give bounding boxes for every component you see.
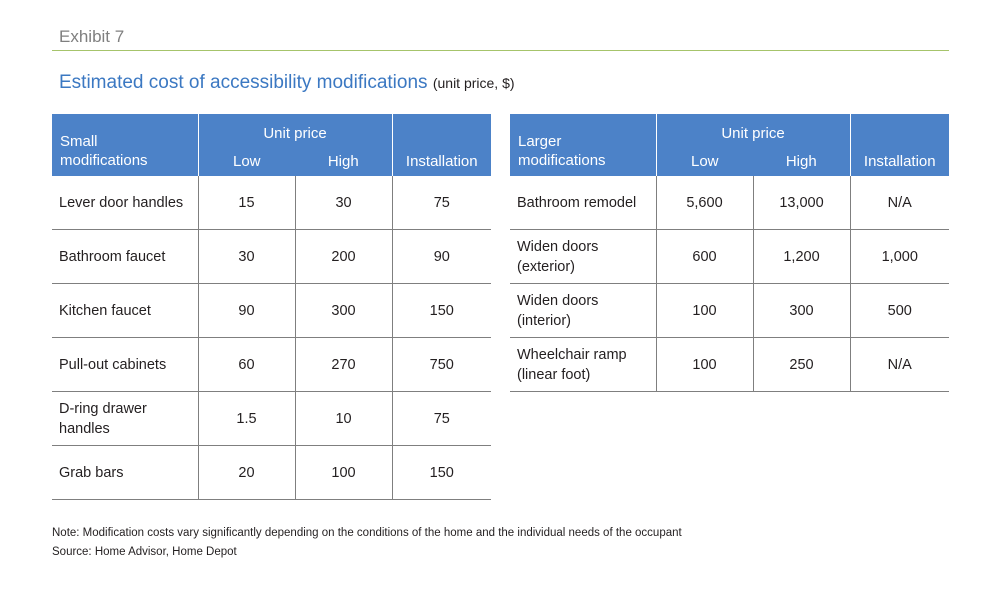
high-header: High bbox=[753, 146, 850, 176]
low-cell: 20 bbox=[198, 446, 295, 500]
installation-cell: 500 bbox=[850, 284, 949, 338]
row-label-line2: (linear foot) bbox=[517, 366, 591, 383]
title-unit: (unit price, $) bbox=[432, 75, 515, 91]
footnote-note: Note: Modification costs vary significantly depending on the conditions of the home and the individual needs of the occupant bbox=[52, 527, 682, 539]
header-divider bbox=[52, 50, 949, 51]
row-label-line1: Bathroom remodel bbox=[517, 194, 637, 211]
low-cell: 60 bbox=[198, 338, 295, 392]
category-header bbox=[52, 114, 198, 176]
high-cell: 200 bbox=[295, 230, 392, 284]
row-label bbox=[510, 284, 656, 338]
low-header: Low bbox=[198, 146, 295, 176]
installation-header: Installation bbox=[392, 114, 491, 176]
row-label-line1: Kitchen faucet bbox=[59, 302, 151, 319]
high-cell: 250 bbox=[753, 338, 850, 392]
installation-cell: 1,000 bbox=[850, 230, 949, 284]
row-label-line1: Pull-out cabinets bbox=[59, 356, 167, 373]
row-label-line1: Wheelchair ramp bbox=[517, 346, 627, 363]
table-row bbox=[510, 338, 949, 392]
high-cell: 300 bbox=[753, 284, 850, 338]
row-label-line1: Widen doors bbox=[517, 292, 599, 309]
exhibit-label: Exhibit 7 bbox=[59, 27, 125, 46]
row-label bbox=[510, 230, 656, 284]
installation-cell: N/A bbox=[850, 176, 949, 230]
installation-cell: 750 bbox=[392, 338, 491, 392]
row-label-line2: (exterior) bbox=[517, 258, 576, 275]
table-row bbox=[52, 446, 491, 500]
installation-cell: 150 bbox=[392, 284, 491, 338]
row-label bbox=[52, 284, 198, 338]
small-modifications-table bbox=[52, 114, 491, 500]
category-header-line1: Small bbox=[60, 133, 98, 150]
high-cell: 270 bbox=[295, 338, 392, 392]
low-cell: 5,600 bbox=[656, 176, 753, 230]
row-label-line1: Lever door handles bbox=[59, 194, 184, 211]
installation-cell: 90 bbox=[392, 230, 491, 284]
low-cell: 1.5 bbox=[198, 392, 295, 446]
row-label-line1: Bathroom faucet bbox=[59, 248, 166, 265]
row-label-line1: Grab bars bbox=[59, 464, 124, 481]
table-row bbox=[52, 230, 491, 284]
category-header-line1: Larger bbox=[518, 133, 562, 150]
row-label bbox=[52, 446, 198, 500]
larger-modifications-table bbox=[510, 114, 949, 392]
high-cell: 30 bbox=[295, 176, 392, 230]
installation-header: Installation bbox=[850, 114, 949, 176]
installation-cell: 150 bbox=[392, 446, 491, 500]
row-label-line1: D-ring drawer bbox=[59, 400, 147, 417]
table-row bbox=[52, 284, 491, 338]
low-cell: 90 bbox=[198, 284, 295, 338]
category-header-line2: modifications bbox=[60, 152, 148, 169]
table-row bbox=[510, 176, 949, 230]
unit-price-header: Unit price bbox=[198, 114, 392, 146]
footnote-source: Source: Home Advisor, Home Depot bbox=[52, 546, 237, 558]
low-cell: 100 bbox=[656, 338, 753, 392]
row-label bbox=[52, 338, 198, 392]
row-label-line2: handles bbox=[59, 420, 110, 437]
low-cell: 30 bbox=[198, 230, 295, 284]
low-cell: 15 bbox=[198, 176, 295, 230]
category-header-line2: modifications bbox=[518, 152, 606, 169]
high-header: High bbox=[295, 146, 392, 176]
row-label bbox=[510, 338, 656, 392]
unit-price-header: Unit price bbox=[656, 114, 850, 146]
low-cell: 600 bbox=[656, 230, 753, 284]
installation-cell: 75 bbox=[392, 392, 491, 446]
category-header bbox=[510, 114, 656, 176]
high-cell: 13,000 bbox=[753, 176, 850, 230]
table-row bbox=[52, 338, 491, 392]
row-label-line2: (interior) bbox=[517, 312, 571, 329]
installation-cell: N/A bbox=[850, 338, 949, 392]
high-cell: 1,200 bbox=[753, 230, 850, 284]
row-label bbox=[510, 176, 656, 230]
exhibit-title bbox=[59, 72, 515, 94]
row-label bbox=[52, 230, 198, 284]
low-header: Low bbox=[656, 146, 753, 176]
low-cell: 100 bbox=[656, 284, 753, 338]
installation-cell: 75 bbox=[392, 176, 491, 230]
title-text: Estimated cost of accessibility modifications bbox=[59, 72, 428, 93]
row-label bbox=[52, 176, 198, 230]
high-cell: 300 bbox=[295, 284, 392, 338]
table-row bbox=[510, 230, 949, 284]
table-row bbox=[52, 392, 491, 446]
high-cell: 100 bbox=[295, 446, 392, 500]
row-label-line1: Widen doors bbox=[517, 238, 599, 255]
footnotes bbox=[52, 524, 682, 562]
row-label bbox=[52, 392, 198, 446]
high-cell: 10 bbox=[295, 392, 392, 446]
table-row bbox=[510, 284, 949, 338]
table-row bbox=[52, 176, 491, 230]
